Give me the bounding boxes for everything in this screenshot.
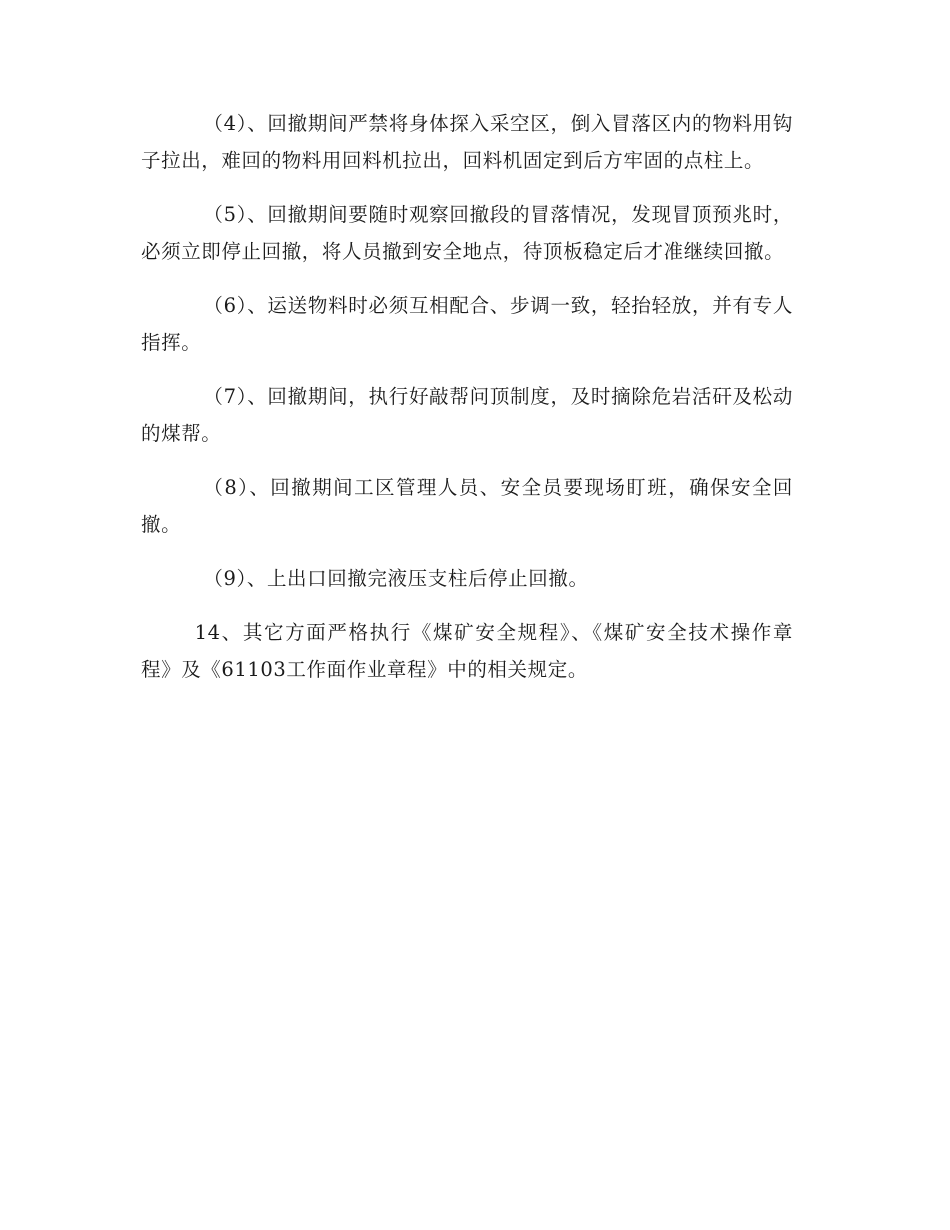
paragraph-item-7: （7）、回撤期间，执行好敲帮问顶制度，及时摘除危岩活矸及松动的煤帮。	[141, 385, 793, 445]
paragraph-item-9: （9）、上出口回撤完液压支柱后停止回撤。	[203, 567, 589, 590]
paragraph-item-6: （6）、运送物料时必须互相配合、步调一致，轻抬轻放，并有专人指挥。	[141, 294, 793, 354]
paragraph-section-14: 14、其它方面严格执行《煤矿安全规程》、《煤矿安全技术操作章程》及《61103工作面作业章程》中的相关规定。	[141, 621, 793, 681]
paragraph-item-5: （5）、回撤期间要随时观察回撤段的冒落情况，发现冒顶预兆时，必须立即停止回撤，将人员撤到安全地点，待顶板稳定后才准继续回撤。	[141, 203, 793, 263]
paragraph-item-8: （8）、回撤期间工区管理人员、安全员要现场盯班，确保安全回撤。	[141, 476, 793, 536]
paragraph-item-4: （4）、回撤期间严禁将身体探入采空区，倒入冒落区内的物料用钩子拉出，难回的物料用回料机拉出，回料机固定到后方牢固的点柱上。	[141, 112, 793, 172]
document-body	[141, 105, 793, 688]
